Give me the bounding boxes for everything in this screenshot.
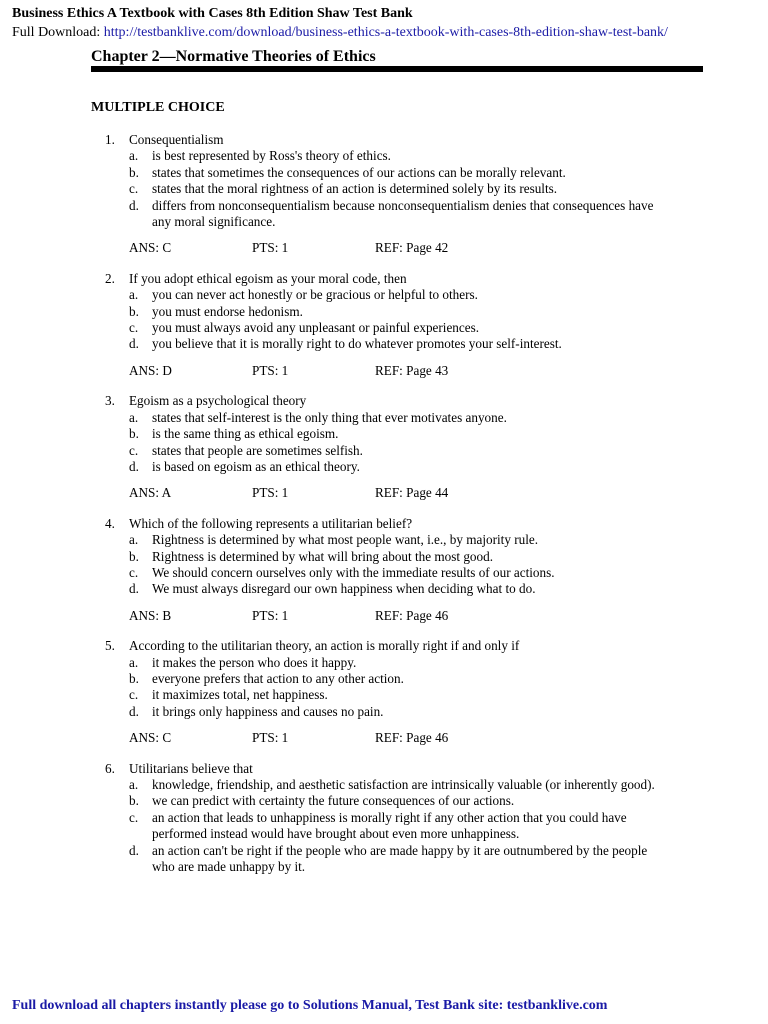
option-text: states that self-interest is the only thing that ever motivates anyone.: [152, 409, 507, 425]
option-text: it makes the person who does it happy.: [152, 654, 357, 670]
answer-option: [129, 843, 665, 876]
question-text: If you adopt ethical egoism as your moral code, then: [129, 270, 407, 286]
points-value: PTS: 1: [252, 362, 289, 378]
page-reference: REF: Page 46: [375, 730, 449, 746]
option-letter: d.: [129, 458, 139, 474]
answer-option: [129, 581, 665, 597]
option-letter: d.: [129, 197, 139, 213]
answer-key: ANS: B: [129, 607, 172, 623]
question-number: 4.: [105, 515, 115, 531]
full-download-line: [12, 24, 668, 41]
question-item: [105, 393, 665, 501]
question-text: According to the utilitarian theory, an action is morally right if and only if: [129, 638, 520, 654]
answer-option: [129, 320, 665, 336]
option-letter: a.: [129, 287, 139, 303]
chapter-title: Chapter 2—Normative Theories of Ethics: [91, 48, 376, 65]
full-download-label: Full Download:: [12, 25, 104, 40]
option-text: everyone prefers that action to any other action.: [152, 670, 404, 686]
answer-option: [129, 565, 665, 581]
option-letter: d.: [129, 703, 139, 719]
answer-key: ANS: C: [129, 730, 172, 746]
option-letter: a.: [129, 654, 139, 670]
question-stem: [105, 393, 665, 409]
answer-option: [129, 336, 665, 352]
points-value: PTS: 1: [252, 485, 289, 501]
question-text: Consequentialism: [129, 132, 224, 147]
option-text: differs from nonconsequentialism because nonconsequentialism denies that consequences have any moral significance.: [152, 197, 654, 230]
question-number: 6.: [105, 760, 115, 776]
question-number: 5.: [105, 638, 115, 654]
option-letter: c.: [129, 564, 139, 580]
page-reference: REF: Page 46: [375, 607, 449, 623]
option-text: you can never act honestly or be gracious or helpful to others.: [152, 287, 478, 303]
answer-option: [129, 532, 665, 548]
section-heading: MULTIPLE CHOICE: [91, 100, 225, 115]
question-text: Which of the following represents a utilitarian belief?: [129, 515, 413, 531]
answer-key: ANS: C: [129, 240, 172, 256]
option-letter: b.: [129, 548, 139, 564]
question-item: [105, 761, 665, 876]
option-text: states that the moral rightness of an action is determined solely by its results.: [152, 181, 558, 197]
option-letter: a.: [129, 148, 139, 164]
question-stem: [105, 516, 665, 532]
option-text: you believe that it is morally right to do whatever promotes your self-interest.: [152, 336, 562, 352]
question-item: [105, 132, 665, 257]
question-stem: [105, 761, 665, 777]
answer-key: ANS: D: [129, 362, 172, 378]
option-text: we can predict with certainty the future consequences of our actions.: [152, 793, 515, 809]
option-text: you must always avoid any unpleasant or painful experiences.: [152, 320, 480, 336]
option-text: it maximizes total, net happiness.: [152, 687, 328, 703]
points-value: PTS: 1: [252, 240, 289, 256]
option-letter: b.: [129, 164, 139, 180]
option-text: states that people are sometimes selfish.: [152, 442, 363, 458]
option-letter: c.: [129, 809, 139, 825]
option-text: is the same thing as ethical egoism.: [152, 426, 339, 442]
points-value: PTS: 1: [252, 607, 289, 623]
answer-option: [129, 793, 665, 809]
option-letter: c.: [129, 687, 139, 703]
answer-option: [129, 165, 665, 181]
option-letter: c.: [129, 181, 139, 197]
option-text: We must always disregard our own happiness when deciding what to do.: [152, 581, 536, 597]
points-value: PTS: 1: [252, 730, 289, 746]
document-header-title: Business Ethics A Textbook with Cases 8th Edition Shaw Test Bank: [12, 6, 413, 21]
option-text: knowledge, friendship, and aesthetic satisfaction are intrinsically valuable (or inherently good).: [152, 777, 655, 792]
answer-option: [129, 810, 665, 843]
option-letter: b.: [129, 426, 139, 442]
answer-option: [129, 777, 665, 793]
answer-options: [129, 287, 665, 353]
option-letter: b.: [129, 793, 139, 809]
answer-key-row: [129, 363, 665, 379]
option-letter: a.: [129, 409, 139, 425]
question-stem: [105, 638, 665, 654]
answer-options: [129, 148, 665, 230]
option-text: is best represented by Ross's theory of ethics.: [152, 148, 391, 164]
question-stem: [105, 271, 665, 287]
question-item: [105, 516, 665, 624]
answer-option: [129, 655, 665, 671]
footer-promo[interactable]: Full download all chapters instantly please go to Solutions Manual, Test Bank site: testbanklive.com: [12, 998, 608, 1013]
question-number: 2.: [105, 270, 115, 286]
option-letter: c.: [129, 320, 139, 336]
question-list: [105, 132, 665, 889]
answer-option: [129, 148, 665, 164]
option-letter: a.: [129, 777, 139, 792]
page-reference: REF: Page 42: [375, 240, 449, 256]
question-number: 1.: [105, 132, 115, 147]
option-letter: d.: [129, 581, 139, 597]
option-text: Rightness is determined by what will bring about the most good.: [152, 548, 494, 564]
answer-option: [129, 198, 665, 231]
option-text: Rightness is determined by what most people want, i.e., by majority rule.: [152, 532, 539, 548]
answer-option: [129, 287, 665, 303]
option-text: it brings only happiness and causes no pain.: [152, 703, 384, 719]
question-text: Egoism as a psychological theory: [129, 393, 307, 409]
download-link[interactable]: http://testbanklive.com/download/business-ethics-a-textbook-with-cases-8th-edition-shaw-test-bank/: [103, 25, 668, 40]
option-letter: d.: [129, 336, 139, 352]
answer-option: [129, 459, 665, 475]
question-item: [105, 638, 665, 746]
answer-key-row: [129, 240, 665, 256]
answer-options: [129, 532, 665, 598]
answer-option: [129, 704, 665, 720]
answer-option: [129, 410, 665, 426]
answer-option: [129, 443, 665, 459]
question-item: [105, 271, 665, 379]
option-text: an action can't be right if the people who are made happy by it are outnumbered by the people who are made unhappy by it.: [152, 842, 648, 875]
option-text: you must endorse hedonism.: [152, 303, 303, 319]
option-letter: a.: [129, 532, 139, 548]
option-text: an action that leads to unhappiness is morally right if any other action that you could have performed instead would have brought about even more unhappiness.: [152, 809, 627, 842]
page-reference: REF: Page 44: [375, 485, 449, 501]
option-text: We should concern ourselves only with the immediate results of our actions.: [152, 564, 555, 580]
answer-option: [129, 181, 665, 197]
answer-key: ANS: A: [129, 485, 172, 501]
answer-option: [129, 549, 665, 565]
option-letter: d.: [129, 842, 139, 858]
question-stem: [105, 132, 665, 148]
answer-option: [129, 304, 665, 320]
answer-key-row: [129, 485, 665, 501]
option-text: is based on egoism as an ethical theory.: [152, 458, 360, 474]
answer-options: [129, 777, 665, 875]
answer-option: [129, 426, 665, 442]
answer-option: [129, 687, 665, 703]
answer-options: [129, 655, 665, 721]
question-number: 3.: [105, 393, 115, 409]
option-text: states that sometimes the consequences of our actions can be morally relevant.: [152, 164, 566, 180]
option-letter: b.: [129, 303, 139, 319]
chapter-divider: [91, 66, 703, 72]
answer-key-row: [129, 608, 665, 624]
option-letter: c.: [129, 442, 139, 458]
answer-options: [129, 410, 665, 476]
question-text: Utilitarians believe that: [129, 760, 253, 776]
page-reference: REF: Page 43: [375, 362, 449, 378]
answer-option: [129, 671, 665, 687]
option-letter: b.: [129, 670, 139, 686]
answer-key-row: [129, 730, 665, 746]
